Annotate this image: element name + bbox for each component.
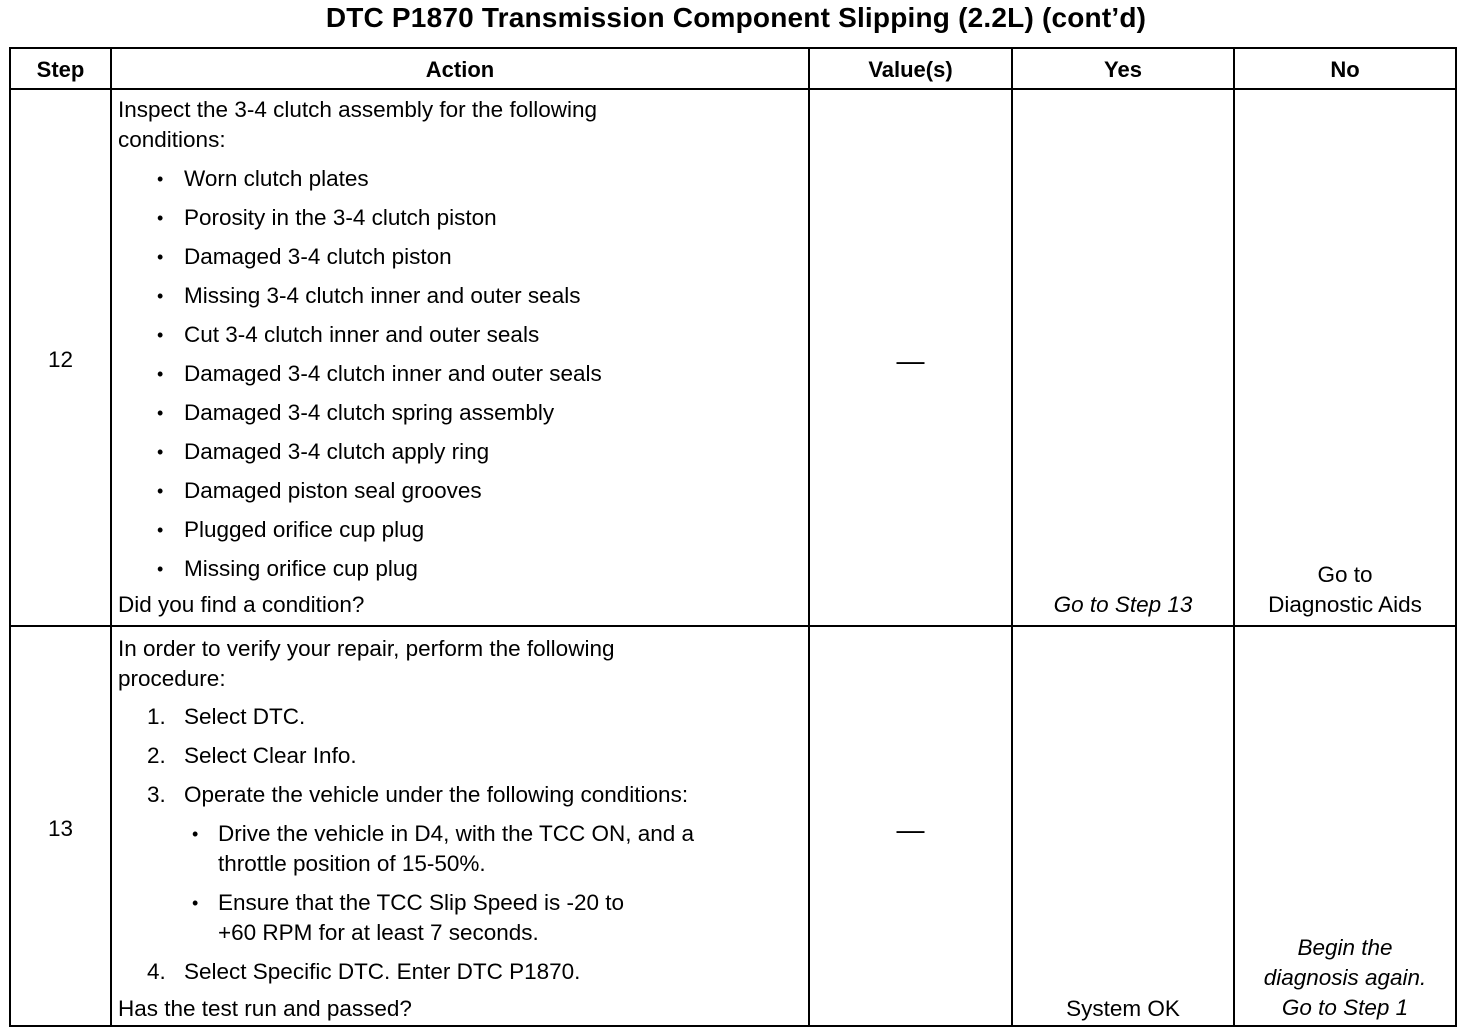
list-item: Missing 3-4 clutch inner and outer seals — [184, 283, 581, 308]
action-intro: In order to verify your repair, perform the following — [118, 636, 615, 661]
column-divider — [1011, 49, 1013, 1025]
procedure-step: Operate the vehicle under the following conditions: — [184, 782, 689, 807]
list-item: Porosity in the 3-4 clutch piston — [184, 205, 497, 230]
bullet-icon: • — [192, 893, 199, 913]
procedure-number: 4. — [147, 959, 166, 984]
procedure-step: Select Clear Info. — [184, 743, 357, 768]
page-title: DTC P1870 Transmission Component Slipping (2.2L) (cont’d) — [325, 2, 1147, 33]
sub-item: throttle position of 15-50%. — [218, 851, 486, 876]
sub-item: +60 RPM for at least 7 seconds. — [218, 920, 539, 945]
list-item: Damaged piston seal grooves — [184, 478, 482, 503]
header-step: Step — [36, 57, 85, 82]
list-item: Cut 3-4 clutch inner and outer seals — [184, 322, 540, 347]
step-number: 13 — [47, 816, 74, 841]
list-item: Damaged 3-4 clutch spring assembly — [184, 400, 555, 425]
no-action: Begin the — [1297, 935, 1393, 960]
procedure-step: Select DTC. — [184, 704, 306, 729]
bullet-icon: • — [157, 403, 164, 423]
header-no: No — [1330, 57, 1360, 82]
no-action: Diagnostic Aids — [1268, 592, 1422, 617]
procedure-step: Select Specific DTC. Enter DTC P1870. — [184, 959, 581, 984]
bullet-icon: • — [157, 481, 164, 501]
bullet-icon: • — [157, 364, 164, 384]
diagnostic-table — [9, 47, 1457, 1027]
header-yes: Yes — [1104, 57, 1142, 82]
no-action: Go to — [1317, 562, 1373, 587]
step-number: 12 — [47, 347, 74, 372]
bullet-icon: • — [157, 208, 164, 228]
bullet-icon: • — [157, 247, 164, 267]
bullet-icon: • — [157, 169, 164, 189]
list-item: Missing orifice cup plug — [184, 556, 418, 581]
action-question: Did you find a condition? — [118, 592, 365, 617]
yes-action: Go to Step 13 — [1053, 592, 1193, 617]
bullet-icon: • — [192, 824, 199, 844]
action-intro: procedure: — [118, 666, 226, 691]
procedure-number: 1. — [147, 704, 166, 729]
procedure-number: 2. — [147, 743, 166, 768]
bullet-icon: • — [157, 325, 164, 345]
sub-item: Drive the vehicle in D4, with the TCC ON, and a — [218, 821, 695, 846]
action-question: Has the test run and passed? — [118, 996, 412, 1021]
header-values: Value(s) — [868, 57, 953, 82]
row-divider — [11, 88, 1455, 90]
value-dash: — — [896, 345, 925, 376]
no-action: diagnosis again. — [1263, 965, 1427, 990]
bullet-icon: • — [157, 520, 164, 540]
list-item: Worn clutch plates — [184, 166, 369, 191]
list-item: Damaged 3-4 clutch inner and outer seals — [184, 361, 602, 386]
bullet-icon: • — [157, 286, 164, 306]
value-dash: — — [896, 814, 925, 845]
list-item: Plugged orifice cup plug — [184, 517, 425, 542]
yes-action: System OK — [1066, 996, 1180, 1021]
row-divider — [11, 625, 1455, 627]
header-action: Action — [425, 57, 495, 82]
action-intro: Inspect the 3-4 clutch assembly for the following — [118, 97, 597, 122]
column-divider — [1233, 49, 1235, 1025]
list-item: Damaged 3-4 clutch apply ring — [184, 439, 490, 464]
bullet-icon: • — [157, 559, 164, 579]
procedure-number: 3. — [147, 782, 166, 807]
column-divider — [808, 49, 810, 1025]
no-action: Go to Step 1 — [1281, 995, 1409, 1020]
sub-item: Ensure that the TCC Slip Speed is -20 to — [218, 890, 625, 915]
bullet-icon: • — [157, 442, 164, 462]
list-item: Damaged 3-4 clutch piston — [184, 244, 452, 269]
action-intro: conditions: — [118, 127, 226, 152]
column-divider — [110, 49, 112, 1025]
